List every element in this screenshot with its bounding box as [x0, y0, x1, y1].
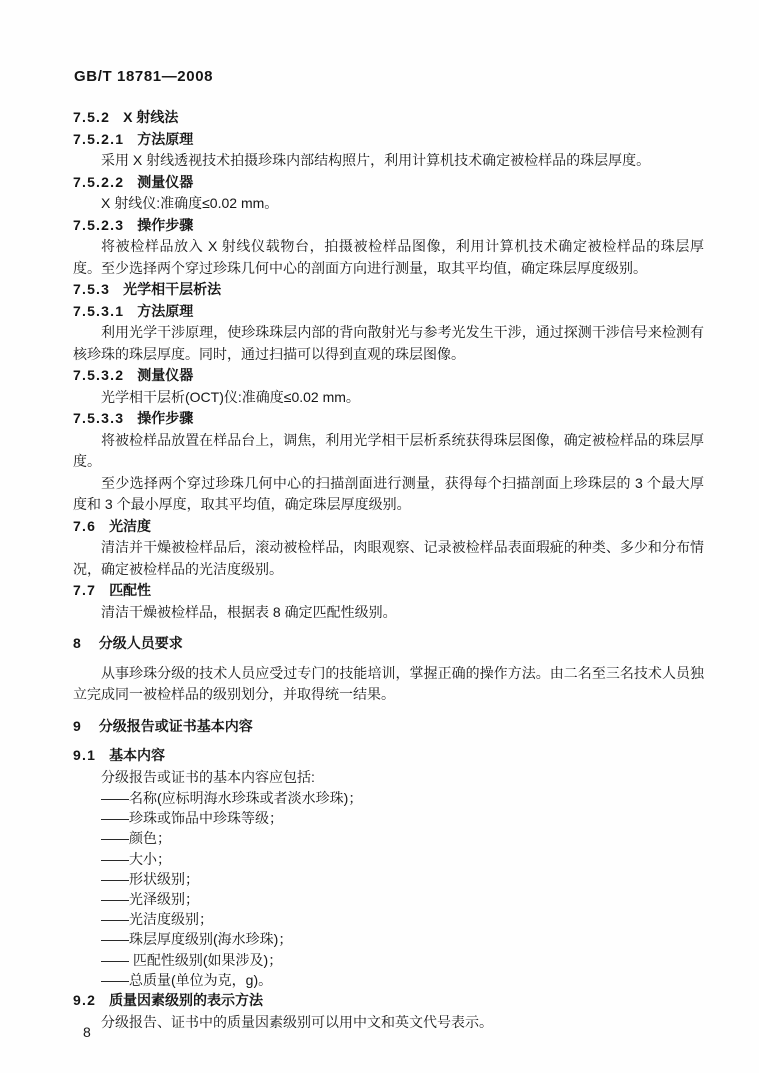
chapter-heading-9: [73, 716, 704, 738]
heading-7-5-2-3: [73, 215, 704, 237]
paragraph: 至少选择两个穿过珍珠几何中心的扫描剖面进行测量，获得每个扫描剖面上珍珠层的 3 个最大厚度和 3 个最小厚度，取其平均值，确定珠层厚度级别。: [73, 474, 704, 512]
heading-title: 方法原理: [137, 302, 194, 319]
heading-title: 质量因素级别的表示方法: [109, 992, 264, 1009]
heading-number: 9.2: [73, 992, 97, 1009]
heading-number: 9: [73, 717, 81, 734]
paragraph: 分级报告或证书的基本内容应包括:: [101, 768, 315, 785]
chapter-heading-8: [73, 633, 704, 655]
page-number: 8: [83, 1024, 91, 1040]
heading-number: 7.5.2.1: [73, 130, 125, 147]
paragraph: 清洁并干燥被检样品后，滚动被检样品，肉眼观察、记录被检样品表面瑕疵的种类、多少和分布情况，确定被检样品的光洁度级别。: [73, 539, 704, 577]
list-item: ——颜色；: [101, 830, 171, 847]
paragraph: 将被检样品放入 X 射线仪载物台，拍摄被检样品图像，利用计算机技术确定被检样品的珠层厚度。至少选择两个穿过珍珠几何中心的剖面方向进行测量，取其平均值，确定珠层厚度级别。: [73, 238, 704, 276]
heading-title: 测量仪器: [137, 173, 194, 190]
heading-title: 操作步骤: [137, 216, 194, 233]
heading-title: 光学相干层析法: [123, 281, 222, 297]
heading-title: 方法原理: [137, 130, 194, 147]
document-content: [73, 107, 704, 1033]
heading-number: 7.6: [73, 517, 97, 534]
heading-number: 7.5.3: [73, 281, 111, 297]
heading-title: X 射线法: [123, 109, 179, 125]
heading-7-5-2-1: [73, 129, 704, 151]
paragraph: 采用 X 射线透视技术拍摄珍珠内部结构照片，利用计算机技术确定被检样品的珠层厚度。: [101, 152, 651, 168]
heading-7-5-3-1: [73, 301, 704, 323]
heading-number: 7.5.2.2: [73, 173, 125, 190]
standard-number-header: GB/T 18781—2008: [74, 68, 214, 85]
heading-title: 光洁度: [109, 517, 152, 534]
paragraph: X 射线仪:准确度≤0.02 mm。: [101, 195, 279, 211]
list-item: ——形状级别；: [101, 870, 199, 887]
heading-7-6: [73, 516, 704, 538]
heading-7-5-3: [73, 279, 704, 301]
heading-7-5-3-3: [73, 408, 704, 430]
heading-title: 匹配性: [109, 582, 152, 598]
heading-9-1: [73, 745, 704, 767]
paragraph: 将被检样品放置在样品台上，调焦，利用光学相干层析系统获得珠层图像，确定被检样品的珠层厚度。: [73, 431, 704, 469]
paragraph: 从事珍珠分级的技术人员应受过专门的技能培训，掌握正确的操作方法。由二名至三名技术人员独立完成同一被检样品的级别划分，并取得统一结果。: [73, 664, 704, 702]
heading-title: 测量仪器: [137, 367, 194, 383]
heading-number: 7.5.2.3: [73, 216, 125, 233]
paragraph: 光学相干层析(OCT)仪:准确度≤0.02 mm。: [101, 388, 360, 405]
heading-9-2: [73, 990, 704, 1012]
paragraph: 利用光学干涉原理，使珍珠珠层内部的背向散射光与参考光发生干涉，通过探测干涉信号来检测有核珍珠的珠层厚度。同时，通过扫描可以得到直观的珠层图像。: [73, 324, 704, 362]
heading-title: 分级报告或证书基本内容: [98, 717, 253, 734]
list-item: ——总质量(单位为克，g)。: [101, 971, 273, 988]
heading-number: 7.5.3.1: [73, 302, 125, 319]
paragraph: 分级报告、证书中的质量因素级别可以用中文和英文代号表示。: [101, 1013, 493, 1030]
heading-number: 7.5.2: [73, 109, 111, 125]
list-item: ——珠层厚度级别(海水珍珠)；: [101, 931, 293, 948]
heading-7-5-2: [73, 107, 704, 129]
list-item: ——名称(应标明海水珍珠或者淡水珍珠)；: [101, 790, 363, 806]
list-item: ——光洁度级别；: [101, 911, 213, 928]
heading-number: 7.5.3.2: [73, 367, 125, 383]
heading-7-5-3-2: [73, 365, 704, 387]
heading-title: 操作步骤: [137, 410, 194, 426]
heading-title: 基本内容: [109, 747, 166, 763]
list-item: ——珍珠或饰品中珍珠等级；: [101, 810, 283, 827]
heading-number: 9.1: [73, 747, 97, 763]
list-item: —— 匹配性级别(如果涉及)；: [101, 951, 283, 968]
list-item: ——光泽级别；: [101, 891, 199, 908]
heading-title: 分级人员要求: [98, 635, 183, 651]
heading-number: 7.5.3.3: [73, 410, 125, 426]
heading-number: 7.7: [73, 582, 97, 598]
heading-number: 8: [73, 635, 81, 651]
report-content-list: [73, 788, 704, 990]
heading-7-7: [73, 580, 704, 602]
list-item: ——大小；: [101, 850, 171, 867]
heading-7-5-2-2: [73, 172, 704, 194]
paragraph: 清洁干燥被检样品，根据表 8 确定匹配性级别。: [101, 603, 397, 620]
